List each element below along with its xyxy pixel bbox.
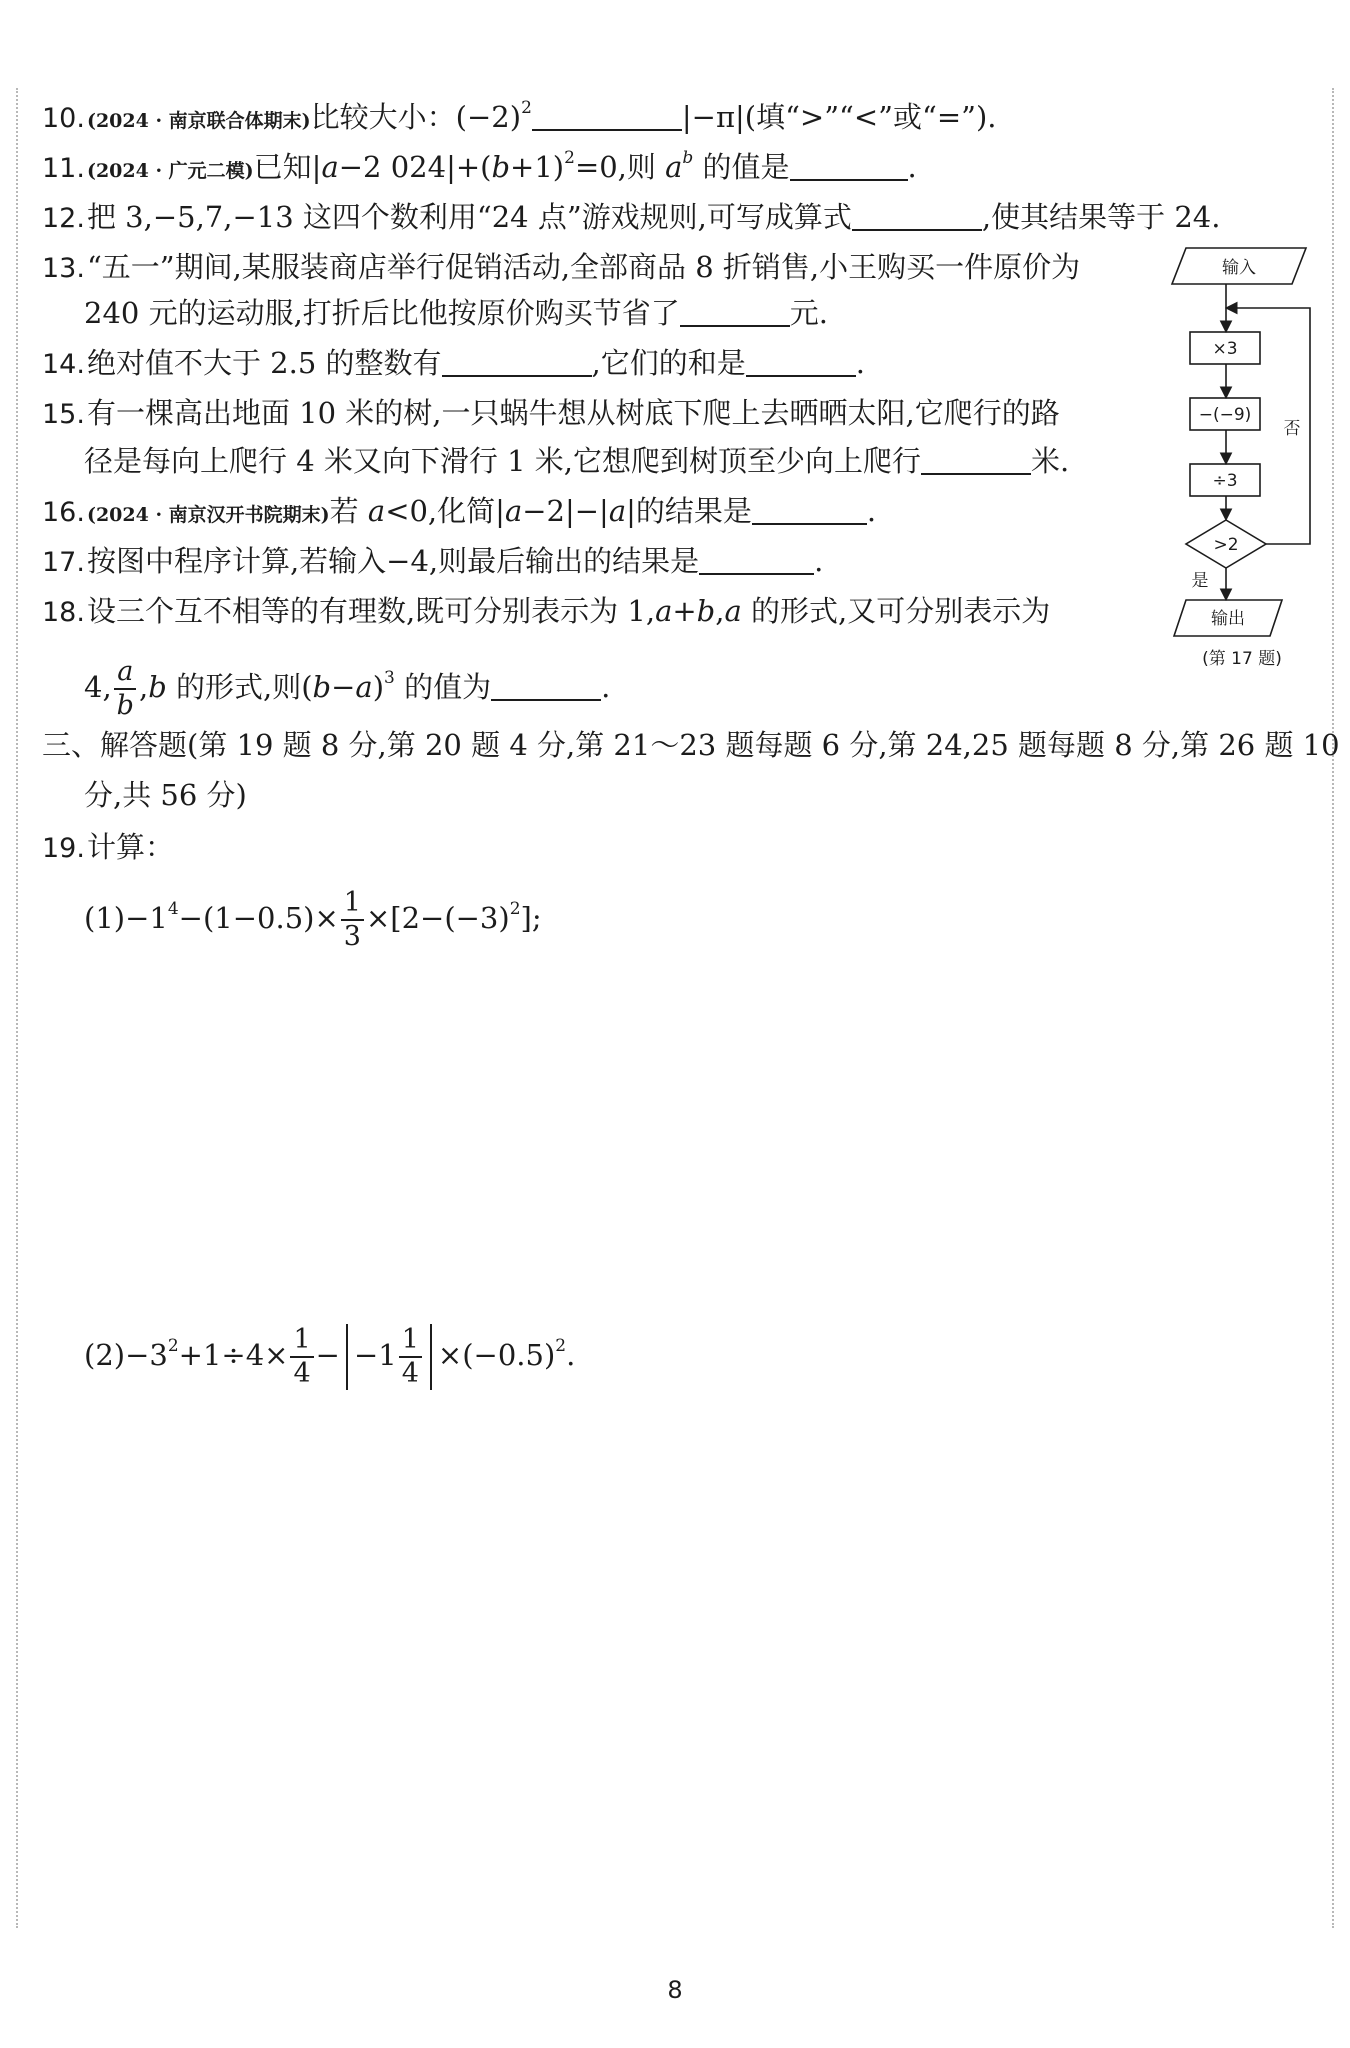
question-text: “五一”期间,某服装商店举行促销活动,全部商品 8 折销售,小王购买一件原价为 [86, 250, 1081, 284]
variable: a [655, 594, 673, 628]
answer-blank[interactable] [852, 199, 982, 231]
question-text: |−π|(填“>”“<”或“=”). [681, 100, 997, 134]
question-12 [42, 194, 1220, 242]
question-text: , [715, 594, 725, 628]
question-number: 10. [42, 103, 85, 134]
question-17 [42, 538, 823, 586]
question-19-part-2 [84, 1312, 575, 1398]
question-number: 18. [42, 597, 85, 628]
flowchart-step-label: −(−9) [1198, 405, 1252, 425]
flowchart-output-label: 输出 [1211, 609, 1245, 629]
question-source: (2024 · 南京汉开书院期末) [86, 504, 330, 526]
question-16 [42, 488, 876, 538]
section-3-heading-line-2 [84, 772, 247, 818]
question-text: 4, [84, 670, 112, 704]
variable: a [367, 494, 386, 528]
question-18-line-2 [84, 650, 610, 724]
fraction-denominator: b [116, 690, 134, 721]
expression-text: −(1−0.5)× [178, 901, 339, 935]
flowchart-no-label: 否 [1283, 419, 1301, 439]
question-text: 比较大小：(−2) [310, 100, 522, 134]
question-text: ,使其结果等于 24. [981, 200, 1221, 234]
question-text: 径是每向上爬行 4 米又向下滑行 1 米,它想爬到树顶至少向上爬行 [84, 444, 921, 478]
absolute-value-bar [346, 1324, 348, 1390]
question-text: . [855, 346, 865, 380]
fraction-denominator: 3 [343, 921, 361, 952]
question-text: . [907, 150, 917, 184]
variable: a [355, 670, 373, 704]
exponent: 2 [564, 148, 575, 168]
answer-blank[interactable] [699, 543, 814, 575]
answer-blank[interactable] [921, 443, 1031, 475]
flowchart-q17 [1170, 246, 1320, 676]
fraction [114, 656, 137, 722]
question-text: 计算： [86, 830, 174, 864]
question-13 [42, 244, 1080, 292]
answer-blank[interactable] [746, 345, 856, 377]
question-number: 17. [42, 547, 85, 578]
fraction-numerator: a [114, 656, 136, 690]
question-number: 12. [42, 203, 85, 234]
fraction-numerator: 1 [341, 887, 364, 921]
question-source: (2024 · 南京联合体期末) [86, 110, 311, 132]
fraction-numerator: 1 [399, 1324, 422, 1358]
flowchart-yes-label: 是 [1191, 571, 1209, 591]
question-14 [42, 340, 865, 388]
answer-blank[interactable] [442, 345, 592, 377]
question-19-part-1 [84, 880, 542, 956]
question-source: (2024 · 广元二模) [86, 160, 254, 182]
expression-text: − [315, 1338, 340, 1372]
expression-text: ]; [520, 901, 542, 935]
variable: a [724, 594, 742, 628]
fraction-denominator: 4 [401, 1358, 419, 1389]
expression-text: (1)−1 [84, 901, 168, 935]
question-number: 11. [42, 153, 85, 184]
question-text: 240 元的运动服,打折后比他按原价购买节省了 [84, 296, 680, 330]
flowchart-step-label: ÷3 [1212, 471, 1238, 491]
question-15 [42, 390, 1060, 438]
question-text: |的结果是 [626, 494, 752, 528]
question-15-line-2 [84, 438, 1069, 484]
flowchart-step-label: ×3 [1212, 339, 1238, 359]
question-text: . [601, 670, 611, 704]
variable: a [504, 494, 523, 528]
section-title: 三、解答题(第 19 题 8 分,第 20 题 4 分,第 21～23 题每题 6 分,第 24,25 题每题 8 分,第 26 题 10 [42, 728, 1340, 762]
answer-blank[interactable] [491, 669, 601, 701]
mixed-fraction [399, 1324, 422, 1390]
exponent: 2 [167, 1336, 179, 1356]
fraction [341, 887, 364, 953]
question-text: 的值为 [394, 670, 492, 704]
exponent: 2 [521, 98, 532, 118]
expression-text: (2)−3 [84, 1338, 168, 1372]
answer-blank[interactable] [790, 149, 908, 181]
question-text: 的形式,则( [166, 670, 313, 704]
variable: b [312, 670, 332, 704]
page-number: 8 [667, 1976, 683, 2004]
variable: a [608, 494, 627, 528]
section-title: 分,共 56 分) [84, 778, 247, 812]
question-text: 的值是 [693, 150, 790, 184]
question-13-line-2 [84, 290, 828, 336]
question-number: 16. [42, 497, 85, 528]
question-text: 设三个互不相等的有理数,既可分别表示为 1, [86, 594, 656, 628]
flowchart-input-label: 输入 [1222, 258, 1256, 278]
question-text: =0,则 [574, 150, 666, 184]
section-3-heading [42, 722, 1340, 768]
question-text: . [866, 494, 877, 528]
question-text: 米. [1031, 444, 1070, 478]
question-text: 的形式,又可分别表示为 [741, 594, 1051, 628]
absolute-value-bar [430, 1324, 432, 1390]
question-19 [42, 824, 174, 872]
flowchart-condition-label: >2 [1213, 535, 1239, 555]
question-text: −2|−| [522, 494, 609, 528]
answer-blank[interactable] [532, 99, 682, 131]
question-text: 已知| [253, 150, 322, 184]
question-number: 15. [42, 399, 85, 430]
question-number: 14. [42, 349, 85, 380]
left-margin-rule [16, 88, 18, 1928]
expression-text: −1 [353, 1338, 397, 1372]
exponent: 2 [509, 899, 521, 919]
variable: a [665, 150, 683, 184]
question-text: 若 [329, 494, 368, 528]
exponent: 3 [384, 668, 395, 688]
expression-text: . [566, 1338, 576, 1372]
question-text: −2 024|+( [338, 150, 492, 184]
question-text: , [138, 670, 149, 704]
question-text: . [814, 544, 824, 578]
fraction-denominator: 4 [293, 1358, 311, 1389]
fraction [290, 1324, 313, 1390]
expression-text: ×[2−(−3) [365, 901, 510, 935]
question-number: 13. [42, 253, 85, 284]
question-10 [42, 94, 997, 144]
question-text: 元. [789, 296, 829, 330]
exponent: 4 [167, 899, 179, 919]
fraction-numerator: 1 [290, 1324, 313, 1358]
question-text: + [672, 594, 697, 628]
question-text: ) [372, 670, 385, 704]
question-18 [42, 588, 1050, 636]
variable: b [148, 670, 167, 704]
variable: b [696, 594, 716, 628]
variable: b [491, 150, 511, 184]
flowchart-caption: (第 17 题) [1202, 649, 1282, 669]
question-text: 绝对值不大于 2.5 的整数有 [86, 346, 442, 380]
expression-text: +1÷4× [178, 1338, 289, 1372]
right-margin-rule [1332, 88, 1334, 1928]
answer-blank[interactable] [752, 493, 867, 525]
expression-text: ×(−0.5) [437, 1338, 556, 1372]
question-text: 有一棵高出地面 10 米的树,一只蜗牛想从树底下爬上去晒晒太阳,它爬行的路 [86, 396, 1060, 430]
exponent: 2 [555, 1336, 567, 1356]
variable: a [321, 150, 339, 184]
question-11 [42, 144, 917, 194]
question-text: <0,化简| [385, 494, 505, 528]
question-text: 把 3,−5,7,−13 这四个数利用“24 点”游戏规则,可写成算式 [86, 200, 852, 234]
question-text: − [331, 670, 356, 704]
question-text: 按图中程序计算,若输入−4,则最后输出的结果是 [86, 544, 700, 578]
exponent: b [682, 148, 694, 168]
question-text: ,它们的和是 [591, 346, 746, 380]
answer-blank[interactable] [680, 295, 790, 327]
question-number: 19. [42, 833, 85, 864]
question-text: +1) [510, 150, 565, 184]
